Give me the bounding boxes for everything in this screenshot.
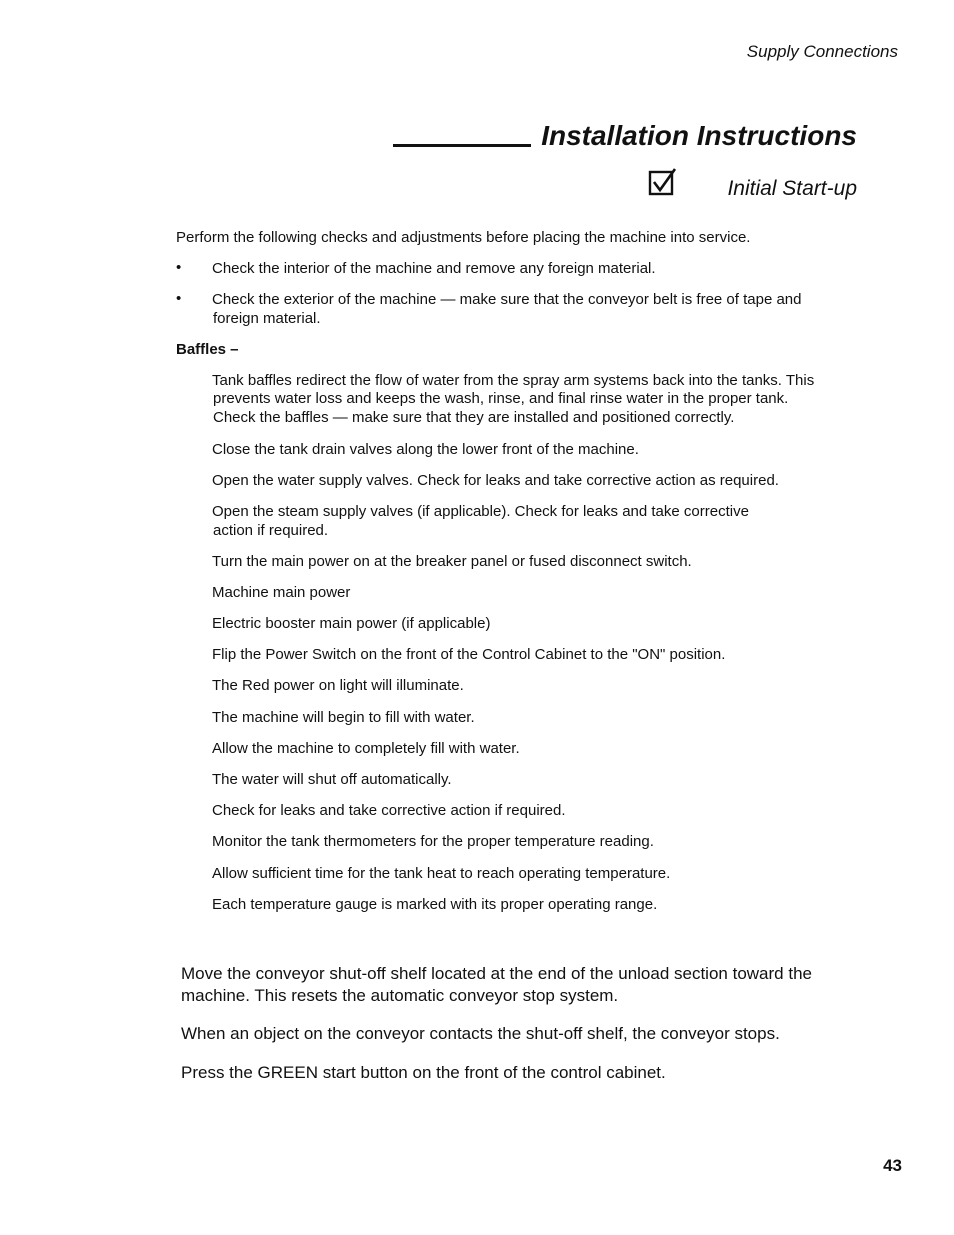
baffles-heading: Baffles –	[176, 341, 239, 358]
bullet-item: Check the interior of the machine and remove any foreign material.	[212, 260, 656, 277]
step-item: The machine will begin to fill with water.	[212, 709, 475, 726]
step-item: Monitor the tank thermometers for the proper temperature reading.	[212, 833, 654, 850]
conveyor-text: Move the conveyor shut-off shelf located at the end of the unload section toward the	[181, 964, 812, 983]
step-item: Each temperature gauge is marked with its proper operating range.	[212, 896, 658, 913]
step-item: Open the steam supply valves (if applicable). Check for leaks and take corrective	[212, 503, 749, 520]
step-item: Check for leaks and take corrective action if required.	[212, 802, 566, 819]
step-item: Electric booster main power (if applicable)	[212, 615, 491, 632]
step-item-continued: action if required.	[213, 522, 329, 539]
step-item: Allow the machine to completely fill with water.	[212, 740, 520, 757]
conveyor-text: machine. This resets the automatic conveyor stop system.	[181, 986, 619, 1005]
conveyor-text: When an object on the conveyor contacts the shut-off shelf, the conveyor stops.	[181, 1024, 780, 1043]
section-subtitle: Initial Start-up	[727, 177, 857, 200]
baffles-text: Check the baffles — make sure that they are installed and positioned correctly.	[213, 409, 735, 426]
step-item: The water will shut off automatically.	[212, 771, 452, 788]
bullet-item-continued: foreign material.	[213, 310, 321, 327]
step-item: Flip the Power Switch on the front of the Control Cabinet to the "ON" position.	[212, 646, 726, 663]
intro-text: Perform the following checks and adjustments before placing the machine into service.	[176, 229, 751, 246]
step-item: Machine main power	[212, 584, 351, 601]
conveyor-text: Press the GREEN start button on the front of the control cabinet.	[181, 1063, 666, 1082]
bullet-item: Check the exterior of the machine — make sure that the conveyor belt is free of tape and	[212, 291, 802, 308]
step-item: Close the tank drain valves along the lower front of the machine.	[212, 441, 639, 458]
baffles-text: prevents water loss and keeps the wash, rinse, and final rinse water in the proper tank.	[213, 390, 789, 407]
baffles-text: Tank baffles redirect the flow of water from the spray arm systems back into the tanks. This	[212, 372, 815, 389]
step-item: The Red power on light will illuminate.	[212, 677, 464, 694]
page-title	[393, 120, 857, 152]
page-number: 43	[883, 1156, 902, 1175]
running-header: Supply Connections	[746, 42, 898, 61]
page-title-text: Installation Instructions	[541, 120, 857, 151]
step-item: Open the water supply valves. Check for leaks and take corrective action as required.	[212, 472, 779, 489]
checked-box-icon	[648, 168, 676, 196]
title-rule	[393, 120, 531, 147]
bullet-marker: •	[176, 290, 182, 307]
bullet-marker: •	[176, 259, 182, 276]
step-item: Turn the main power on at the breaker panel or fused disconnect switch.	[212, 553, 692, 570]
step-item: Allow sufficient time for the tank heat to reach operating temperature.	[212, 865, 671, 882]
